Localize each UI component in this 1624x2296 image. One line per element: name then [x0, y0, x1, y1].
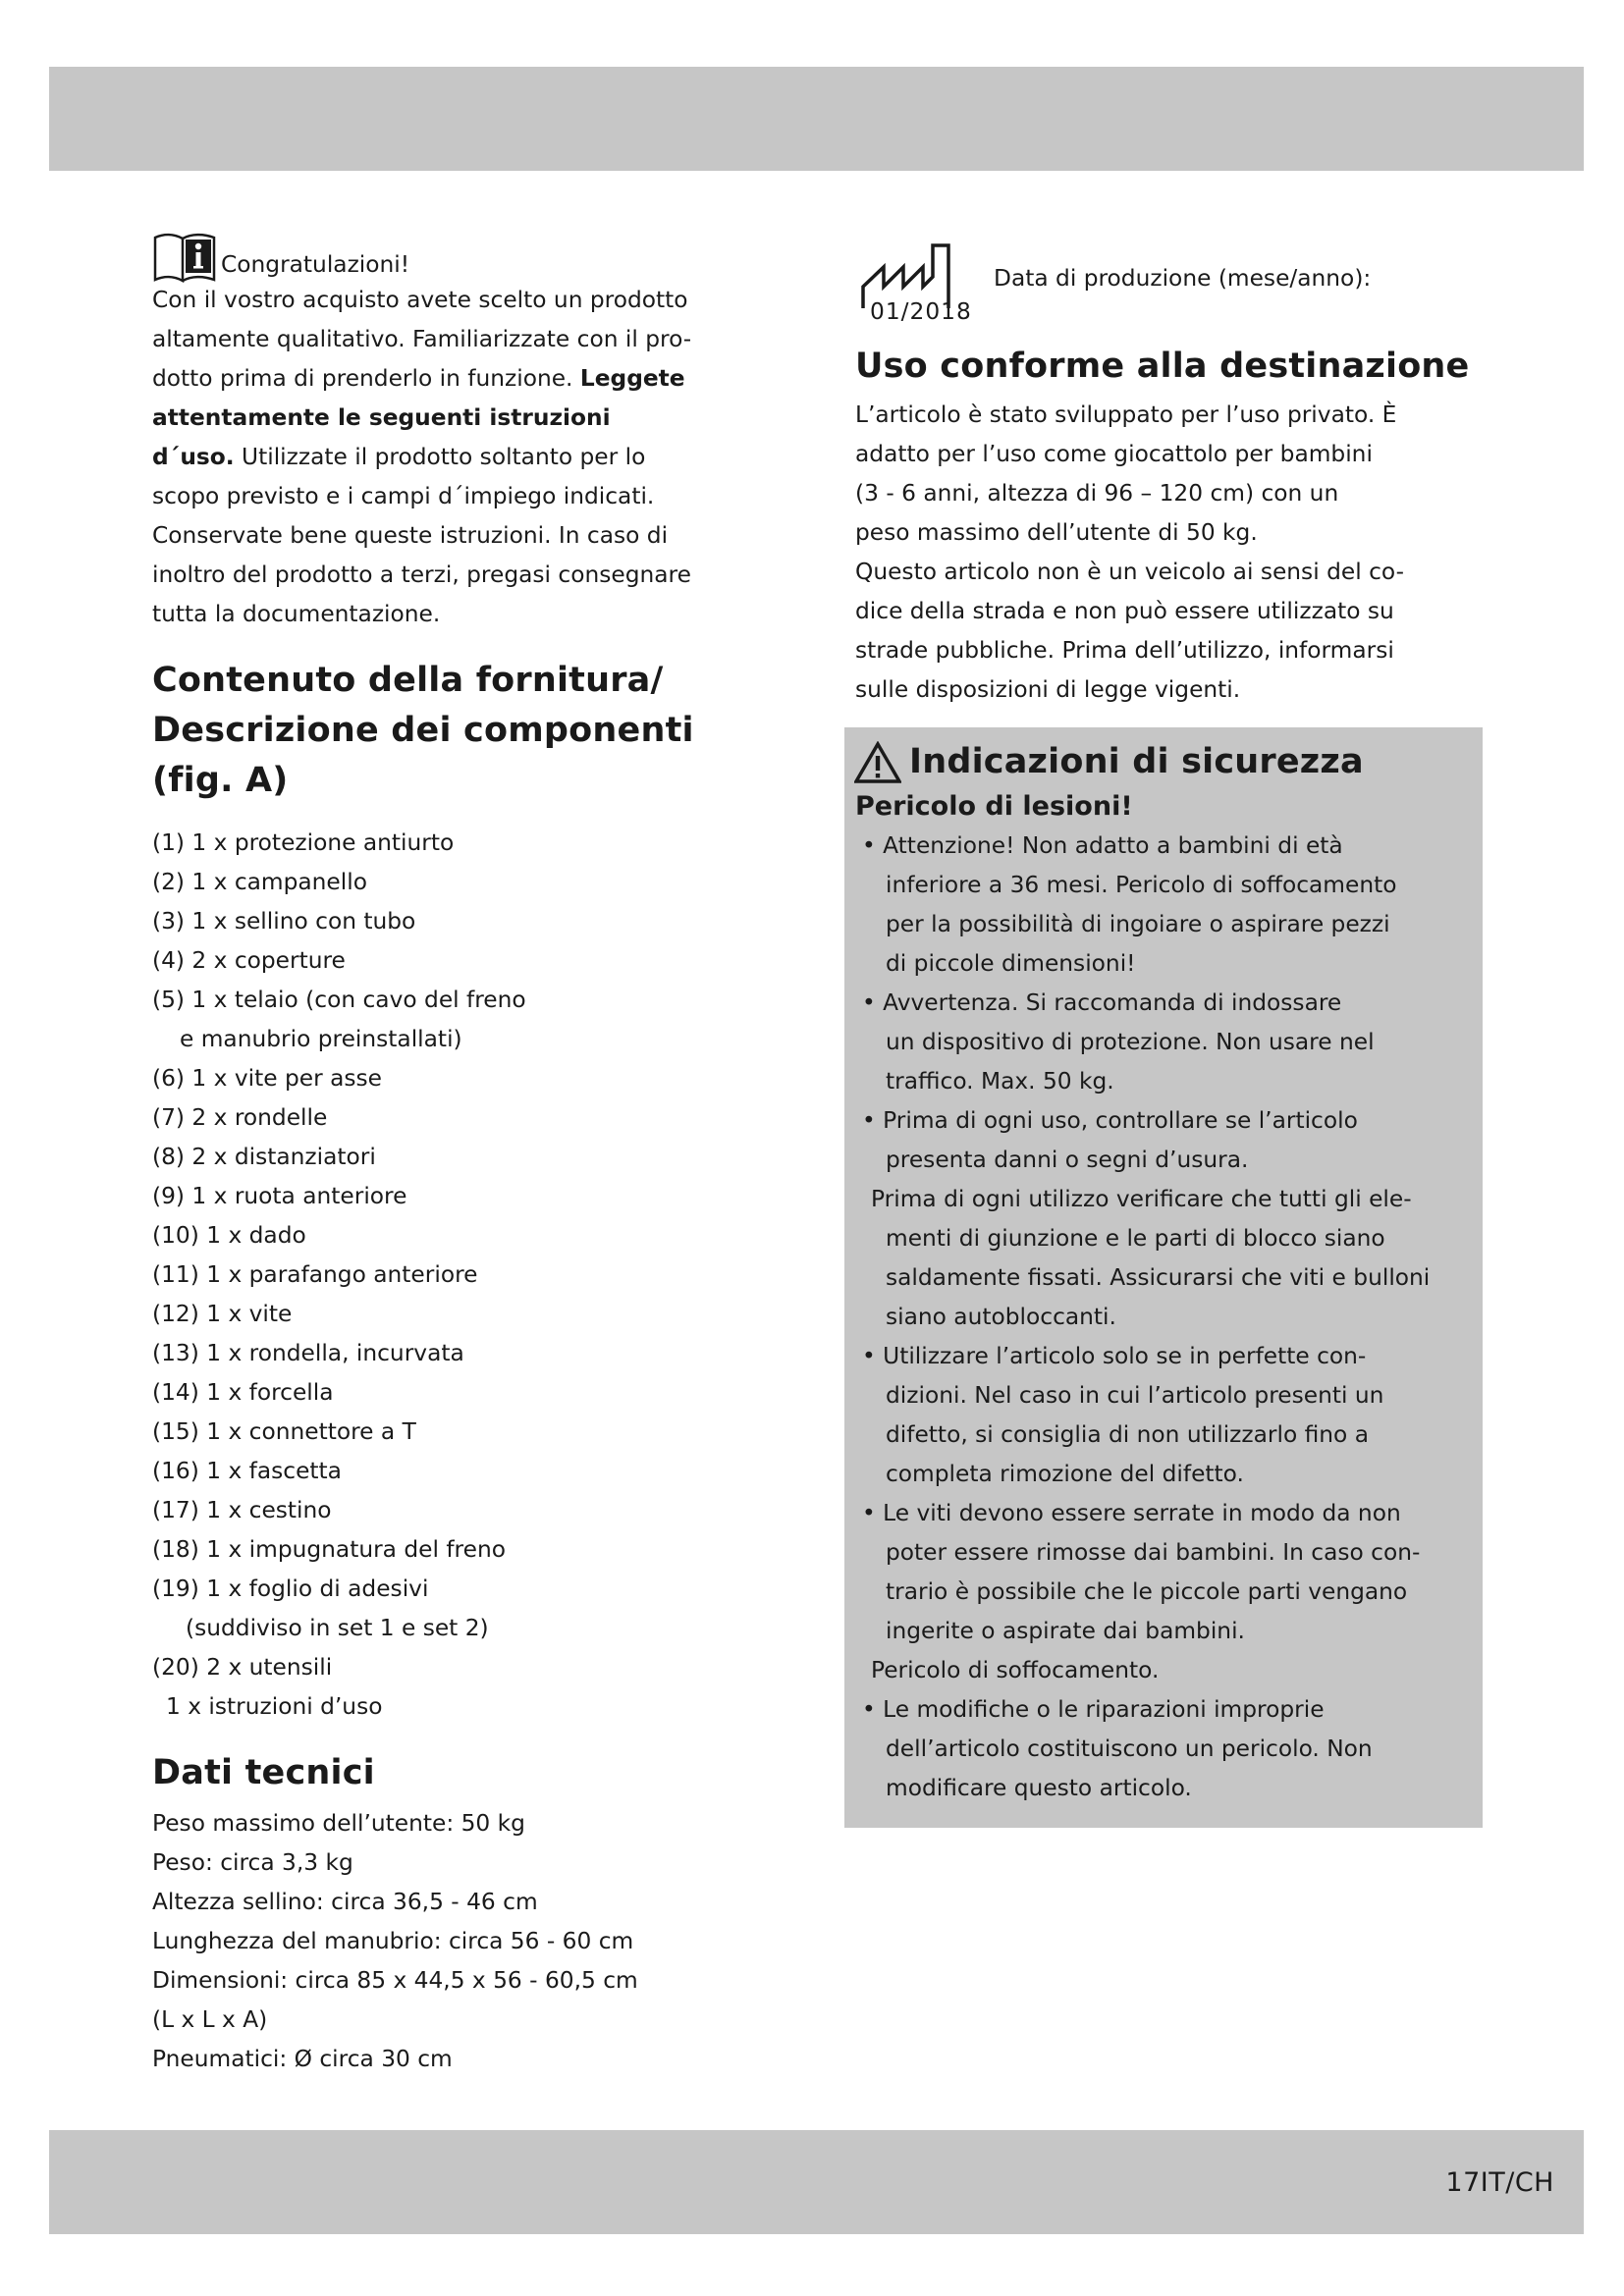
safety-note-item: saldamente fissati. Assicurarsi che viti e bulloni [886, 1264, 1431, 1291]
safety-box [844, 727, 1483, 1828]
component-item: (5) 1 x telaio (con cavo del freno [152, 987, 526, 1013]
safety-bullet-continuation: poter essere rimosse dai bambini. In caso con- [886, 1539, 1421, 1566]
component-item: (15) 1 x connettore a T [152, 1418, 416, 1445]
tech-line: Peso massimo dell’utente: 50 kg [152, 1810, 525, 1837]
tech-line: Dimensioni: circa 85 x 44,5 x 56 - 60,5 cm [152, 1967, 638, 1994]
component-item: (14) 1 x forcella [152, 1379, 334, 1406]
component-item: (17) 1 x cestino [152, 1497, 332, 1523]
safety-note-item: Prima di ogni utilizzo verificare che tutti gli ele- [871, 1186, 1412, 1212]
components-list [152, 824, 753, 1727]
use-text [855, 396, 1484, 710]
safety-bullet-continuation: per la possibilità di ingoiare o aspirare pezzi [886, 911, 1390, 937]
safety-bullet-item: • Le viti devono essere serrate in modo da non [862, 1500, 1401, 1526]
tech-line: Pneumatici: Ø circa 30 cm [152, 2046, 453, 2072]
use-heading: Uso conforme alla destinazione [855, 347, 1470, 386]
intro-line: tutta la documentazione. [152, 601, 441, 627]
use-line: (3 - 6 anni, altezza di 96 – 120 cm) con un [855, 480, 1339, 507]
safety-bullet-continuation: ingerite o aspirate dai bambini. [886, 1618, 1245, 1644]
intro-bold: Leggete [579, 365, 685, 392]
warning-triangle-icon [854, 741, 901, 784]
safety-bullet-continuation: traffico. Max. 50 kg. [886, 1068, 1114, 1095]
safety-bullet-continuation: modificare questo articolo. [886, 1775, 1192, 1801]
production-date-line [855, 226, 1484, 334]
use-line: strade pubbliche. Prima dell’utilizzo, informarsi [855, 637, 1394, 664]
intro-text [152, 281, 753, 634]
component-item: (9) 1 x ruota anteriore [152, 1183, 407, 1209]
use-line: peso massimo dell’utente di 50 kg. [855, 519, 1258, 546]
safety-bullet-item: • Avvertenza. Si raccomanda di indossare [862, 989, 1342, 1016]
read-instructions-icon [152, 230, 217, 283]
component-item: (13) 1 x rondella, incurvata [152, 1340, 464, 1366]
footer-band [49, 2130, 1584, 2234]
safety-heading: Indicazioni di sicurezza [909, 742, 1364, 781]
intro-title-line [152, 208, 753, 283]
safety-bullet-continuation: presenta danni o segni d’usura. [886, 1147, 1249, 1173]
use-line: sulle disposizioni di legge vigenti. [855, 676, 1241, 703]
intro-bold: d´uso. [152, 444, 235, 470]
intro-line: scopo previsto e i campi d´impiego indicati. [152, 483, 655, 509]
component-item: (18) 1 x impugnatura del freno [152, 1536, 506, 1563]
component-item: (3) 1 x sellino con tubo [152, 908, 416, 934]
component-item: (19) 1 x foglio di adesivi [152, 1575, 429, 1602]
safety-note-item: menti di giunzione e le parti di blocco siano [886, 1225, 1385, 1252]
intro-line: Utilizzate il prodotto soltanto per lo [234, 444, 646, 470]
intro-line: Con il vostro acquisto avete scelto un prodotto [152, 287, 688, 313]
safety-bullet-item: • Le modifiche o le riparazioni improprie [862, 1696, 1325, 1723]
right-column [855, 208, 1484, 1828]
safety-bullet-item: • Utilizzare l’articolo solo se in perfette con- [862, 1343, 1367, 1369]
component-item: (4) 2 x coperture [152, 947, 346, 974]
component-item: 1 x istruzioni d’uso [166, 1693, 383, 1720]
use-line: Questo articolo non è un veicolo ai sensi del co- [855, 559, 1404, 585]
component-item-continuation: (suddiviso in set 1 e set 2) [186, 1615, 489, 1641]
tech-line: Peso: circa 3,3 kg [152, 1849, 353, 1876]
component-item: (20) 2 x utensili [152, 1654, 333, 1681]
page-number: 17IT/CH [1445, 2167, 1554, 2198]
component-item: (12) 1 x vite [152, 1301, 293, 1327]
safety-bullet-continuation: dizioni. Nel caso in cui l’articolo presenti un [886, 1382, 1384, 1409]
tech-line: Altezza sellino: circa 36,5 - 46 cm [152, 1889, 538, 1915]
tech-line: (L x L x A) [152, 2006, 268, 2033]
contents-heading-line: Descrizione dei componenti [152, 711, 694, 750]
component-item: (7) 2 x rondelle [152, 1104, 328, 1131]
safety-bullet-continuation: dell’articolo costituiscono un pericolo. Non [886, 1735, 1373, 1762]
intro-line: Conservate bene queste istruzioni. In caso di [152, 522, 669, 549]
use-line: dice della strada e non può essere utilizzato su [855, 598, 1394, 624]
safety-note-item: siano autobloccanti. [886, 1304, 1116, 1330]
safety-list [844, 827, 1483, 1808]
intro-title: Congratulazioni! [221, 251, 410, 278]
component-item: (6) 1 x vite per asse [152, 1065, 382, 1092]
production-label: Data di produzione (mese/anno): [994, 265, 1372, 292]
component-item: (11) 1 x parafango anteriore [152, 1261, 478, 1288]
tech-heading: Dati tecnici [152, 1753, 375, 1792]
component-item: (1) 1 x protezione antiurto [152, 829, 455, 856]
intro-bold: attentamente le seguenti istruzioni [152, 404, 611, 431]
safety-bullet-item: • Attenzione! Non adatto a bambini di età [862, 832, 1343, 859]
safety-subheading: Pericolo di lesioni! [855, 791, 1133, 822]
safety-bullet-continuation: inferiore a 36 mesi. Pericolo di soffocamento [886, 872, 1397, 898]
safety-bullet-continuation: difetto, si consiglia di non utilizzarlo fino a [886, 1421, 1369, 1448]
safety-bullet-continuation: di piccole dimensioni! [886, 950, 1136, 977]
component-item: (16) 1 x fascetta [152, 1458, 342, 1484]
safety-bullet-item: • Prima di ogni uso, controllare se l’articolo [862, 1107, 1358, 1134]
safety-bullet-continuation: un dispositivo di protezione. Non usare nel [886, 1029, 1375, 1055]
intro-line: dotto prima di prenderlo in funzione. [152, 365, 580, 392]
component-item: (2) 1 x campanello [152, 869, 367, 895]
safety-title [844, 737, 1483, 787]
safety-bullet-continuation: trario è possibile che le piccole parti vengano [886, 1578, 1408, 1605]
contents-heading [152, 656, 753, 806]
contents-heading-line: Contenuto della fornitura/ [152, 661, 664, 700]
component-item: (8) 2 x distanziatori [152, 1144, 376, 1170]
header-band [49, 67, 1584, 171]
contents-heading-line: (fig. A) [152, 761, 289, 800]
intro-line: altamente qualitativo. Familiarizzate con il pro- [152, 326, 692, 352]
tech-line: Lunghezza del manubrio: circa 56 - 60 cm [152, 1928, 634, 1954]
safety-bullet-continuation: completa rimozione del difetto. [886, 1461, 1244, 1487]
component-item-continuation: e manubrio preinstallati) [180, 1026, 462, 1052]
tech-data [152, 1804, 753, 2079]
production-date: 01/2018 [870, 298, 972, 325]
use-line: adatto per l’uso come giocattolo per bambini [855, 441, 1373, 467]
component-item: (10) 1 x dado [152, 1222, 306, 1249]
left-column [152, 208, 753, 2079]
safety-note-item: Pericolo di soffocamento. [871, 1657, 1160, 1683]
use-line: L’articolo è stato sviluppato per l’uso privato. È [855, 401, 1397, 428]
intro-line: inoltro del prodotto a terzi, pregasi consegnare [152, 561, 691, 588]
